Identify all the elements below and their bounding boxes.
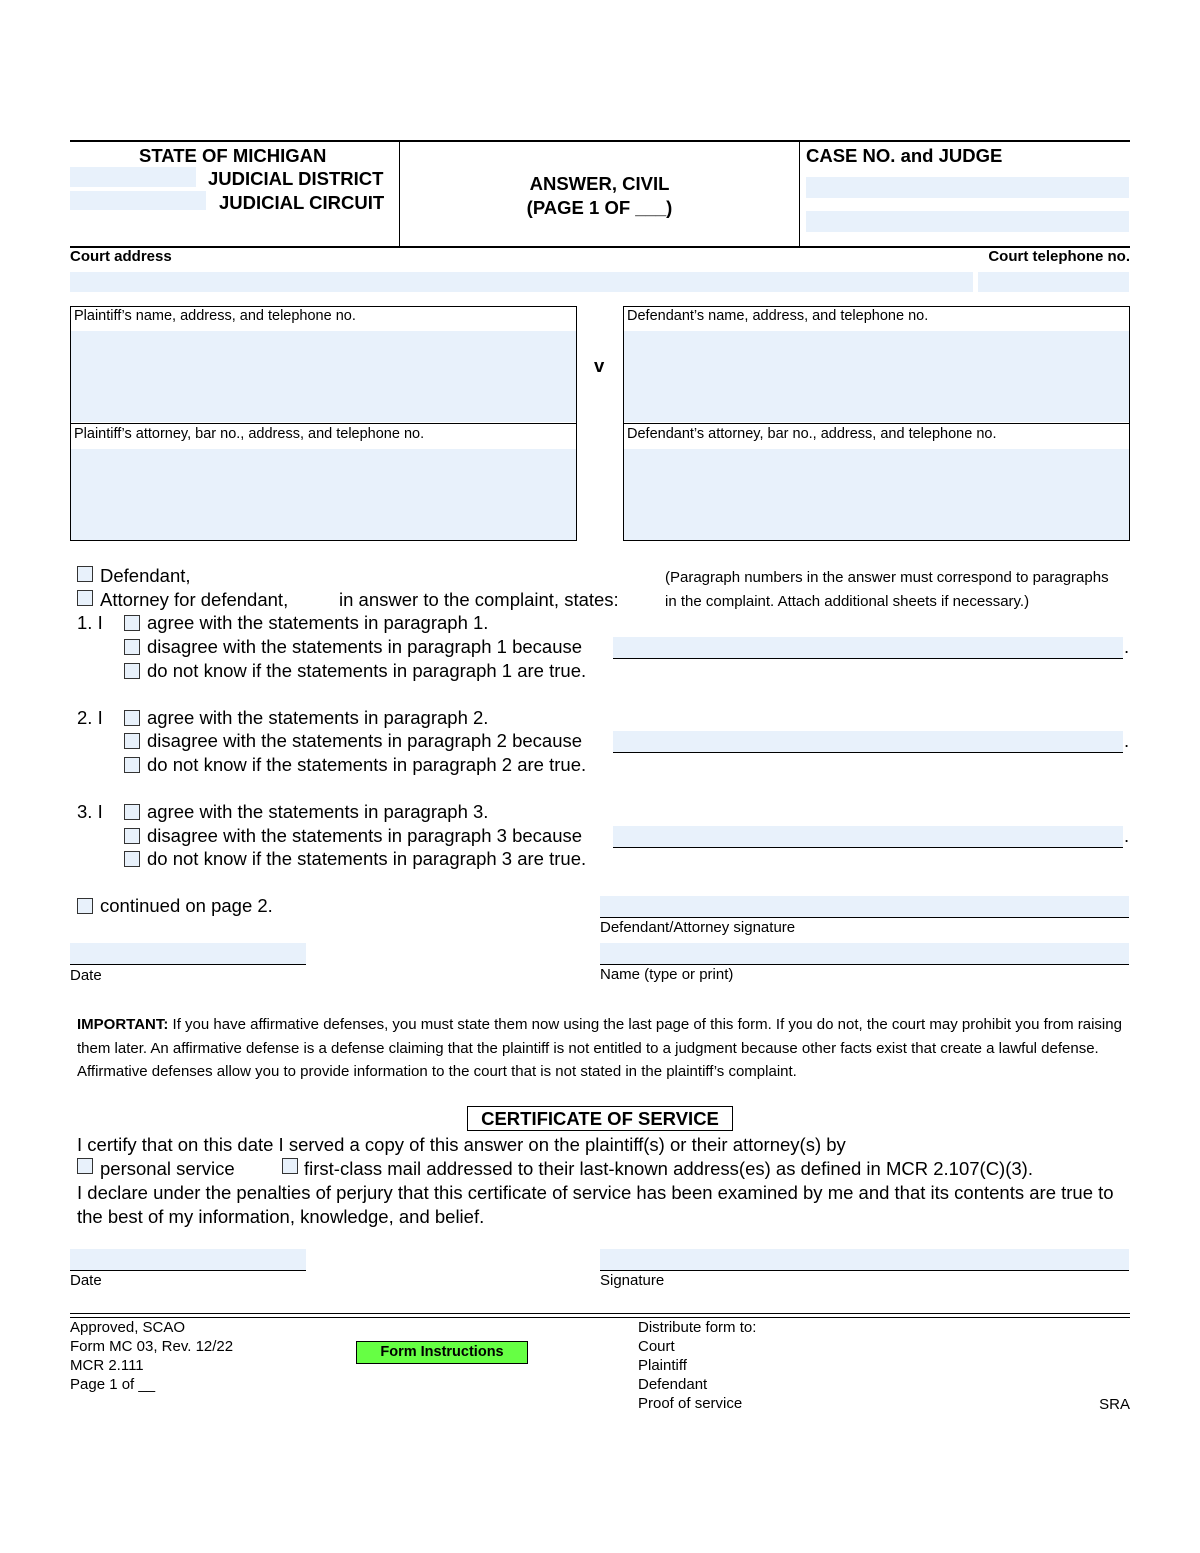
header-divider-right — [799, 141, 800, 247]
certificate-signature-label: Signature — [600, 1272, 665, 1289]
footer-code: SRA — [1099, 1396, 1130, 1413]
plaintiff-label: Plaintiff’s name, address, and telephone no. — [74, 308, 356, 324]
form-title: ANSWER, CIVIL — [529, 173, 670, 194]
distribute-proof-of-service: Proof of service — [638, 1395, 743, 1412]
mail-service-label: first-class mail addressed to their last-known address(es) as defined in MCR 2.107(C)(3). — [304, 1158, 1033, 1179]
personal-service-checkbox[interactable] — [77, 1158, 93, 1174]
defendant-option-label: Defendant, — [100, 565, 191, 586]
states-text: in answer to the complaint, states: — [339, 589, 619, 610]
top-rule — [70, 140, 1130, 142]
certificate-title: CERTIFICATE OF SERVICE — [467, 1106, 733, 1131]
paragraph-1-disagree-label: disagree with the statements in paragraph 1 because — [147, 636, 583, 657]
court-phone-field[interactable] — [978, 272, 1129, 292]
paragraph-note-line2: in the complaint. Attach additional sheets if necessary.) — [665, 593, 1030, 610]
paragraph-note-line1: (Paragraph numbers in the answer must correspond to paragraphs — [665, 569, 1109, 586]
paragraph-2-unknown-checkbox[interactable] — [124, 757, 140, 773]
paragraph-2-disagree-checkbox[interactable] — [124, 733, 140, 749]
plaintiff-attorney-label: Plaintiff’s attorney, bar no., address, and telephone no. — [74, 426, 425, 442]
defendant-signature-field[interactable] — [600, 896, 1129, 918]
paragraph-1-agree-checkbox[interactable] — [124, 615, 140, 631]
footer-rule-top — [70, 1313, 1130, 1314]
certificate-date-field[interactable] — [70, 1249, 306, 1271]
footer-approved: Approved, SCAO — [70, 1319, 186, 1336]
paragraph-3-unknown-label: do not know if the statements in paragraph 3 are true. — [147, 848, 587, 869]
paragraph-1-period: . — [1124, 636, 1130, 657]
paragraph-2-reason-field[interactable] — [613, 731, 1123, 753]
versus-label: v — [594, 355, 605, 376]
paragraph-3-disagree-label: disagree with the statements in paragraph 3 because — [147, 825, 583, 846]
form-instructions-button[interactable]: Form Instructions — [356, 1341, 528, 1364]
paragraph-3-agree-label: agree with the statements in paragraph 3. — [147, 801, 489, 822]
distribute-defendant: Defendant — [638, 1376, 708, 1393]
circuit-field[interactable] — [70, 191, 206, 210]
answer-date-field[interactable] — [70, 943, 306, 965]
header-bottom-rule — [70, 246, 1130, 248]
paragraph-1-number: 1. I — [77, 612, 103, 633]
name-print-label: Name (type or print) — [600, 966, 734, 983]
continued-label: continued on page 2. — [100, 895, 273, 916]
form-page-title: (PAGE 1 OF ___) — [526, 197, 673, 218]
paragraph-2-number: 2. I — [77, 707, 103, 728]
paragraph-1-unknown-label: do not know if the statements in paragraph 1 are true. — [147, 660, 587, 681]
distribute-court: Court — [638, 1338, 675, 1355]
certificate-signature-field[interactable] — [600, 1249, 1129, 1271]
paragraph-1-agree-label: agree with the statements in paragraph 1. — [147, 612, 489, 633]
paragraph-1-disagree-checkbox[interactable] — [124, 639, 140, 655]
circuit-label: JUDICIAL CIRCUIT — [219, 192, 385, 213]
paragraph-2-agree-checkbox[interactable] — [124, 710, 140, 726]
important-notice — [77, 1013, 1130, 1084]
paragraph-2-disagree-label: disagree with the statements in paragraph 2 because — [147, 730, 583, 751]
plaintiff-attorney-field[interactable] — [71, 449, 576, 540]
district-label: JUDICIAL DISTRICT — [208, 168, 384, 189]
attorney-checkbox[interactable] — [77, 590, 93, 606]
defendant-attorney-label: Defendant’s attorney, bar no., address, and telephone no. — [627, 426, 997, 442]
defendant-attorney-field[interactable] — [624, 449, 1129, 540]
footer-rule-ref: MCR 2.111 — [70, 1357, 144, 1374]
paragraph-1-reason-field[interactable] — [613, 637, 1123, 659]
certificate-declaration: I declare under the penalties of perjury that this certificate of service has been examined by me and that its contents are true to the best of my information, knowledge, and belief. — [77, 1182, 1114, 1227]
court-address-field[interactable] — [70, 272, 973, 292]
name-print-field[interactable] — [600, 943, 1129, 965]
important-lead: IMPORTANT: — [77, 1016, 169, 1033]
paragraph-2-unknown-label: do not know if the statements in paragraph 2 are true. — [147, 754, 587, 775]
continued-checkbox[interactable] — [77, 898, 93, 914]
district-field[interactable] — [70, 167, 196, 187]
plaintiff-field[interactable] — [71, 331, 576, 422]
paragraph-3-unknown-checkbox[interactable] — [124, 851, 140, 867]
paragraph-3-agree-checkbox[interactable] — [124, 804, 140, 820]
footer-page: Page 1 of __ — [70, 1376, 156, 1393]
case-no-label: CASE NO. and JUDGE — [806, 145, 1003, 166]
important-text: If you have affirmative defenses, you must state them now using the last page of this form. If you do not, the court may prohibit you from raising them later. An affirmative defense is a defense claiming that the plaintiff is not entitled to a judgment because other facts exist that create a lawful defense. Affirmative defenses allow you to provide information to the court that is not stated in the plaintiff’s complaint. — [77, 1016, 1122, 1080]
mail-service-checkbox[interactable] — [282, 1158, 298, 1174]
court-phone-label: Court telephone no. — [988, 248, 1130, 265]
personal-service-label: personal service — [100, 1158, 235, 1179]
defendant-box-divider — [623, 423, 1130, 424]
attorney-option-label: Attorney for defendant, — [100, 589, 289, 610]
defendant-signature-label: Defendant/Attorney signature — [600, 919, 796, 936]
footer-form-number: Form MC 03, Rev. 12/22 — [70, 1338, 234, 1355]
certificate-line1: I certify that on this date I served a copy of this answer on the plaintiff(s) or their attorney(s) by — [77, 1134, 846, 1155]
court-address-label: Court address — [70, 248, 172, 265]
paragraph-3-period: . — [1124, 825, 1130, 846]
state-title: STATE OF MICHIGAN — [139, 145, 327, 166]
defendant-checkbox[interactable] — [77, 566, 93, 582]
defendant-field[interactable] — [624, 331, 1129, 422]
answer-date-label: Date — [70, 967, 102, 984]
case-no-field[interactable] — [806, 177, 1129, 198]
distribute-plaintiff: Plaintiff — [638, 1357, 687, 1374]
distribute-title: Distribute form to: — [638, 1319, 757, 1336]
certificate-date-label: Date — [70, 1272, 102, 1289]
defendant-label: Defendant’s name, address, and telephone no. — [627, 308, 929, 324]
paragraph-3-number: 3. I — [77, 801, 103, 822]
paragraph-2-agree-label: agree with the statements in paragraph 2. — [147, 707, 489, 728]
judge-field[interactable] — [806, 211, 1129, 232]
paragraph-1-unknown-checkbox[interactable] — [124, 663, 140, 679]
footer-rule-bottom — [70, 1317, 1130, 1318]
paragraph-2-period: . — [1124, 730, 1130, 751]
paragraph-3-reason-field[interactable] — [613, 826, 1123, 848]
paragraph-3-disagree-checkbox[interactable] — [124, 828, 140, 844]
plaintiff-box-divider — [70, 423, 577, 424]
